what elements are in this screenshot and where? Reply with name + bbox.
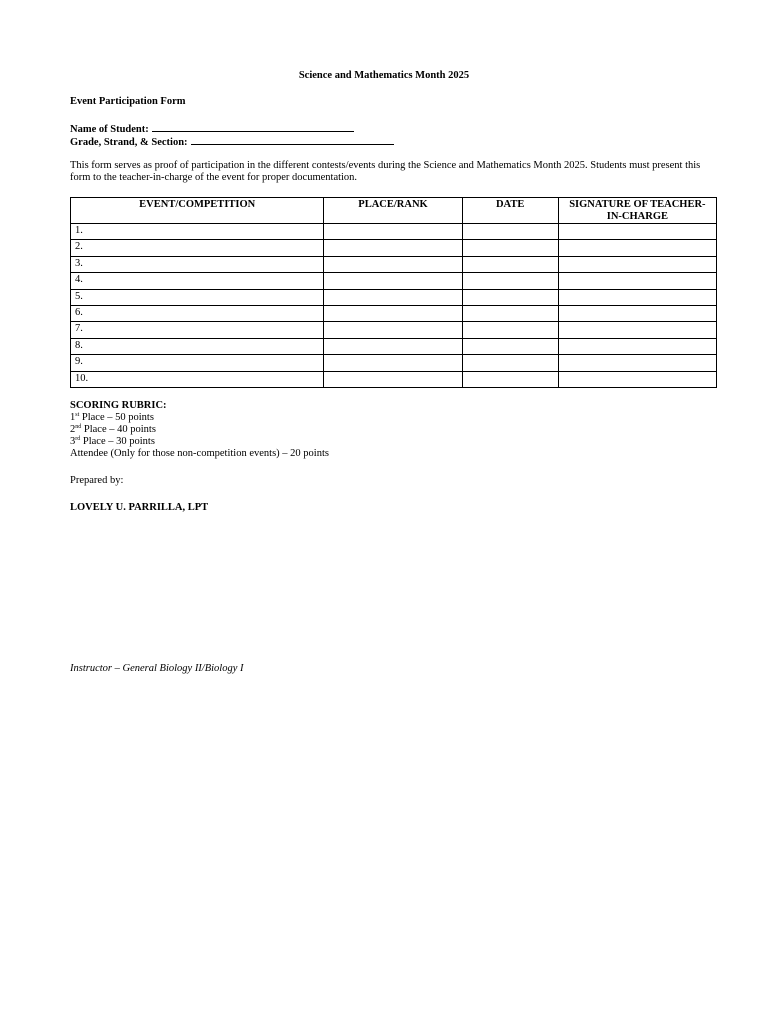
date-cell [462, 256, 558, 272]
place-cell [324, 256, 462, 272]
rubric-rank-text: Place – 30 points [80, 436, 155, 447]
signature-cell [558, 289, 716, 305]
table-row [71, 273, 717, 289]
rubric-attendee: Attendee (Only for those non-competition events) – 20 points [70, 448, 329, 459]
rubric-rank-text: Place – 50 points [79, 412, 154, 423]
table-row [71, 240, 717, 256]
student-name-blank-line [152, 122, 354, 132]
student-name-label: Name of Student: [70, 124, 149, 135]
table-row [71, 322, 717, 338]
row-number: 9. [71, 355, 324, 371]
date-cell [462, 338, 558, 354]
signature-cell [558, 338, 716, 354]
prepared-by-label: Prepared by: [70, 475, 124, 486]
table-row [71, 289, 717, 305]
row-number: 1. [71, 224, 324, 240]
place-cell [324, 289, 462, 305]
row-number: 3. [71, 256, 324, 272]
rubric-item [70, 424, 329, 436]
table-row [71, 256, 717, 272]
signature-cell [558, 273, 716, 289]
date-cell [462, 289, 558, 305]
row-number: 7. [71, 322, 324, 338]
grade-section-field [70, 135, 394, 149]
rubric-rank-suffix: st [75, 412, 80, 418]
table-row [71, 371, 717, 387]
date-cell [462, 355, 558, 371]
place-cell [324, 224, 462, 240]
document-title: Science and Mathematics Month 2025 [298, 70, 470, 81]
place-cell [324, 273, 462, 289]
table-row [71, 305, 717, 321]
grade-section-blank-line [191, 135, 394, 145]
preparer-position: Instructor – General Biology II/Biology I [70, 663, 244, 674]
row-number: 10. [71, 371, 324, 387]
row-number: 8. [71, 338, 324, 354]
scoring-rubric [70, 400, 329, 460]
signature-cell [558, 305, 716, 321]
date-cell [462, 371, 558, 387]
place-cell [324, 240, 462, 256]
header-place: PLACE/RANK [324, 198, 462, 224]
table-row [71, 338, 717, 354]
header-date: DATE [462, 198, 558, 224]
header-event: EVENT/COMPETITION [71, 198, 324, 224]
signature-cell [558, 355, 716, 371]
rubric-rank-text: Place – 40 points [81, 424, 156, 435]
signature-cell [558, 240, 716, 256]
document-page [70, 0, 716, 1024]
rubric-item [70, 412, 329, 424]
signature-cell [558, 371, 716, 387]
rubric-rank-number: 3 [70, 436, 76, 447]
rubric-item [70, 436, 329, 448]
table-row [71, 224, 717, 240]
participation-table [70, 197, 717, 388]
place-cell [324, 338, 462, 354]
row-number: 2. [71, 240, 324, 256]
table-row [71, 355, 717, 371]
grade-section-label: Grade, Strand, & Section: [70, 137, 188, 148]
signature-cell [558, 322, 716, 338]
rubric-rank-number: 1 [70, 412, 76, 423]
row-number: 6. [71, 305, 324, 321]
row-number: 5. [71, 289, 324, 305]
rubric-rank-number: 2 [70, 424, 76, 435]
place-cell [324, 305, 462, 321]
header-signature: SIGNATURE OF TEACHER-IN-CHARGE [558, 198, 716, 224]
signature-cell [558, 224, 716, 240]
rubric-rank-suffix: nd [75, 424, 82, 430]
intro-paragraph: This form serves as proof of participation in the different contests/events during the Science and Mathematics Month 2025. Students must present this form to the teacher-in-charge of the event for proper documentation. [70, 160, 701, 183]
place-cell [324, 355, 462, 371]
preparer-name: LOVELY U. PARRILLA, LPT [70, 502, 209, 513]
date-cell [462, 322, 558, 338]
table-header-row [71, 198, 717, 224]
rubric-title: SCORING RUBRIC: [70, 400, 167, 411]
form-label: Event Participation Form [70, 96, 186, 107]
date-cell [462, 273, 558, 289]
student-name-field [70, 122, 354, 136]
date-cell [462, 224, 558, 240]
date-cell [462, 305, 558, 321]
place-cell [324, 322, 462, 338]
row-number: 4. [71, 273, 324, 289]
place-cell [324, 371, 462, 387]
rubric-rank-suffix: rd [75, 436, 81, 442]
date-cell [462, 240, 558, 256]
signature-cell [558, 256, 716, 272]
